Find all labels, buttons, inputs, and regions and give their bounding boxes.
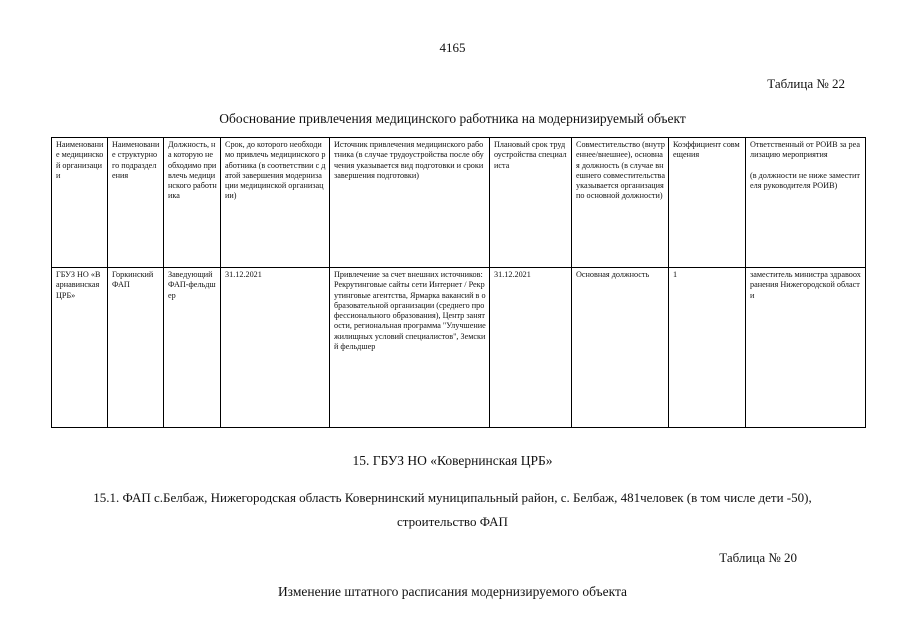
column-header-responsible: Ответственный от РОИВ за реализацию мероприятия (в должности не ниже заместителя руководителя РОИВ) — [746, 138, 866, 268]
page-number: 4165 — [439, 40, 466, 55]
staffing-justification-table — [51, 137, 866, 428]
column-header-coefficient: Коэффициент совмещения — [669, 138, 746, 268]
table-title: Обоснование привлечения медицинского работника на модернизируемый объект — [219, 111, 686, 126]
column-header-deadline: Срок, до которого необходимо привлечь медицинского работника (в соответствии с датой завершения модернизации медицинской организации) — [221, 138, 330, 268]
cell-combination: Основная должность — [572, 268, 669, 428]
cell-position: Заведующий ФАП-фельдшер — [164, 268, 221, 428]
column-header-subdivision: Наименование структурного подразделения — [108, 138, 164, 268]
table-number-label: Таблица № 22 — [767, 76, 845, 91]
cell-planned-date: 31.12.2021 — [490, 268, 572, 428]
column-header-source: Источник привлечения медицинского работника (в случае трудоустройства после обучения указывается вид подготовки и сроки завершения подготовки) — [330, 138, 490, 268]
table-row — [52, 268, 866, 428]
table-title-2: Изменение штатного расписания модернизируемого объекта — [277, 584, 628, 599]
column-header-planned-date: Плановый срок трудоустройства специалиста — [490, 138, 572, 268]
column-header-combination: Совместительство (внутреннее/внешнее), основная должность (в случае внешнего совместительства указывается организация по основной должности) — [572, 138, 669, 268]
table-header-row — [52, 138, 866, 268]
table-number-label-2: Таблица № 20 — [719, 550, 797, 565]
cell-deadline: 31.12.2021 — [221, 268, 330, 428]
cell-responsible: заместитель министра здравоохранения Нижегородской области — [746, 268, 866, 428]
cell-source: Привлечение за счет внешних источников: Рекрутинговые сайты сети Интернет / Рекрутинговые агентства, Ярмарка вакансий в образовательной организации (среднего профессионального образования), Центр занятости, региональная программа "Улучшение жилищных условий специалистов", Земский фельдшер — [330, 268, 490, 428]
cell-coefficient: 1 — [669, 268, 746, 428]
subsection-heading: 15.1. ФАП с.Белбаж, Нижегородская область Ковернинский муниципальный район, с. Белбаж, 481человек (в том числе дети -50), строительство ФАП — [93, 490, 812, 529]
column-header-position: Должность, на которую необходимо привлечь медицинского работника — [164, 138, 221, 268]
cell-organization: ГБУЗ НО «Варнавинская ЦРБ» — [52, 268, 108, 428]
cell-subdivision: Горкинский ФАП — [108, 268, 164, 428]
column-header-organization: Наименование медицинской организации — [52, 138, 108, 268]
section-heading: 15. ГБУЗ НО «Ковернинская ЦРБ» — [352, 453, 553, 468]
